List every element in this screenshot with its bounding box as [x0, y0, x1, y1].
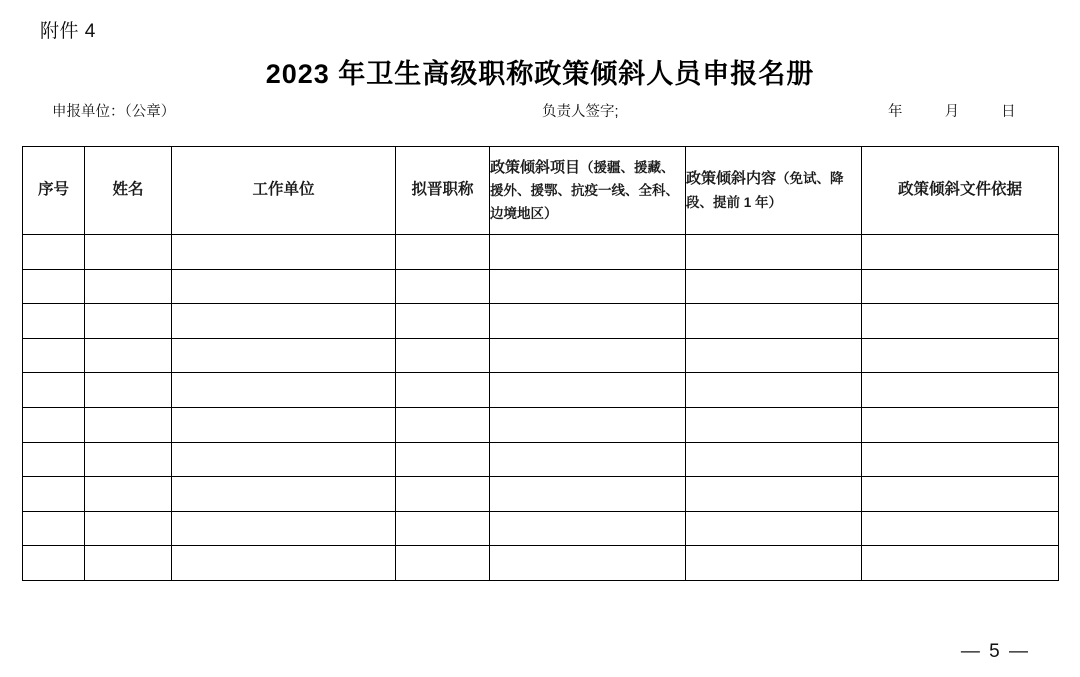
table-row [23, 269, 1059, 304]
cell-policy-item[interactable] [490, 235, 686, 270]
cell-policy-basis[interactable] [862, 304, 1059, 339]
column-header-policy-basis: 政策倾斜文件依据 [862, 147, 1059, 235]
meta-row [0, 100, 1080, 122]
cell-name[interactable] [85, 338, 172, 373]
table-row [23, 338, 1059, 373]
table-body [23, 235, 1059, 581]
cell-policy-item[interactable] [490, 442, 686, 477]
cell-name[interactable] [85, 442, 172, 477]
cell-name[interactable] [85, 304, 172, 339]
cell-policy-item[interactable] [490, 338, 686, 373]
cell-sequence[interactable] [23, 338, 85, 373]
cell-policy-item[interactable] [490, 407, 686, 442]
cell-work-unit[interactable] [172, 235, 396, 270]
table-row [23, 235, 1059, 270]
column-header-policy-item [490, 147, 686, 235]
table-row [23, 304, 1059, 339]
cell-intended-title[interactable] [396, 511, 490, 546]
cell-sequence[interactable] [23, 235, 85, 270]
cell-policy-content[interactable] [686, 373, 862, 408]
cell-name[interactable] [85, 477, 172, 512]
cell-policy-content[interactable] [686, 477, 862, 512]
cell-policy-content[interactable] [686, 338, 862, 373]
cell-intended-title[interactable] [396, 442, 490, 477]
column-header-work-unit: 工作单位 [172, 147, 396, 235]
cell-intended-title[interactable] [396, 546, 490, 581]
cell-work-unit[interactable] [172, 442, 396, 477]
cell-name[interactable] [85, 546, 172, 581]
cell-sequence[interactable] [23, 304, 85, 339]
table-row [23, 546, 1059, 581]
column-header-sequence: 序号 [23, 147, 85, 235]
column-header-policy-item-main: 政策倾斜项目 [490, 158, 581, 176]
cell-sequence[interactable] [23, 511, 85, 546]
applicant-unit-label: 申报单位：（公章） [52, 104, 176, 120]
cell-sequence[interactable] [23, 373, 85, 408]
cell-work-unit[interactable] [172, 511, 396, 546]
table-row [23, 511, 1059, 546]
cell-sequence[interactable] [23, 442, 85, 477]
column-header-policy-content-main: 政策倾斜内容 [686, 170, 777, 188]
column-header-intended-title: 拟晋职称 [396, 147, 490, 235]
cell-policy-item[interactable] [490, 511, 686, 546]
cell-policy-basis[interactable] [862, 235, 1059, 270]
cell-policy-basis[interactable] [862, 442, 1059, 477]
cell-sequence[interactable] [23, 407, 85, 442]
cell-policy-content[interactable] [686, 304, 862, 339]
cell-intended-title[interactable] [396, 477, 490, 512]
table-row [23, 373, 1059, 408]
cell-name[interactable] [85, 373, 172, 408]
cell-intended-title[interactable] [396, 373, 490, 408]
cell-policy-content[interactable] [686, 235, 862, 270]
cell-name[interactable] [85, 235, 172, 270]
cell-work-unit[interactable] [172, 477, 396, 512]
column-header-policy-content [686, 147, 862, 235]
cell-intended-title[interactable] [396, 235, 490, 270]
column-header-policy-item-sub: （援疆、援藏、援外、援鄂、抗疫一线、全科、边境地区） [490, 159, 679, 222]
date-line [888, 100, 1016, 121]
cell-intended-title[interactable] [396, 407, 490, 442]
cell-sequence[interactable] [23, 477, 85, 512]
date-year-label: 年 [888, 104, 903, 120]
cell-policy-basis[interactable] [862, 407, 1059, 442]
table-row [23, 442, 1059, 477]
cell-work-unit[interactable] [172, 269, 396, 304]
cell-policy-basis[interactable] [862, 477, 1059, 512]
cell-work-unit[interactable] [172, 304, 396, 339]
table-row [23, 477, 1059, 512]
cell-work-unit[interactable] [172, 546, 396, 581]
cell-policy-basis[interactable] [862, 373, 1059, 408]
cell-policy-content[interactable] [686, 407, 862, 442]
cell-sequence[interactable] [23, 269, 85, 304]
cell-policy-basis[interactable] [862, 511, 1059, 546]
column-header-name: 姓名 [85, 147, 172, 235]
cell-policy-content[interactable] [686, 442, 862, 477]
responsible-person-signature-label: 负责人签字; [542, 104, 619, 120]
cell-name[interactable] [85, 407, 172, 442]
cell-work-unit[interactable] [172, 338, 396, 373]
attachment-label: 附件 4 [40, 21, 96, 42]
cell-policy-content[interactable] [686, 511, 862, 546]
table-header-row [23, 147, 1059, 235]
cell-intended-title[interactable] [396, 304, 490, 339]
date-month-label: 月 [944, 104, 960, 120]
cell-policy-content[interactable] [686, 269, 862, 304]
cell-policy-item[interactable] [490, 269, 686, 304]
cell-policy-item[interactable] [490, 546, 686, 581]
cell-policy-basis[interactable] [862, 338, 1059, 373]
cell-intended-title[interactable] [396, 338, 490, 373]
cell-policy-basis[interactable] [862, 269, 1059, 304]
table-row [23, 407, 1059, 442]
cell-name[interactable] [85, 269, 172, 304]
cell-work-unit[interactable] [172, 407, 396, 442]
register-table [22, 146, 1059, 581]
cell-policy-content[interactable] [686, 546, 862, 581]
cell-policy-item[interactable] [490, 304, 686, 339]
page-title: 2023 年卫生高级职称政策倾斜人员申报名册 [265, 59, 815, 89]
cell-policy-basis[interactable] [862, 546, 1059, 581]
cell-policy-item[interactable] [490, 477, 686, 512]
page-number: — 5 — [960, 641, 1030, 662]
date-day-label: 日 [1001, 104, 1016, 120]
cell-sequence[interactable] [23, 546, 85, 581]
cell-intended-title[interactable] [396, 269, 490, 304]
column-header-policy-content-sub: （免试、降段、提前 1 年） [686, 171, 844, 210]
cell-name[interactable] [85, 511, 172, 546]
cell-work-unit[interactable] [172, 373, 396, 408]
cell-policy-item[interactable] [490, 373, 686, 408]
